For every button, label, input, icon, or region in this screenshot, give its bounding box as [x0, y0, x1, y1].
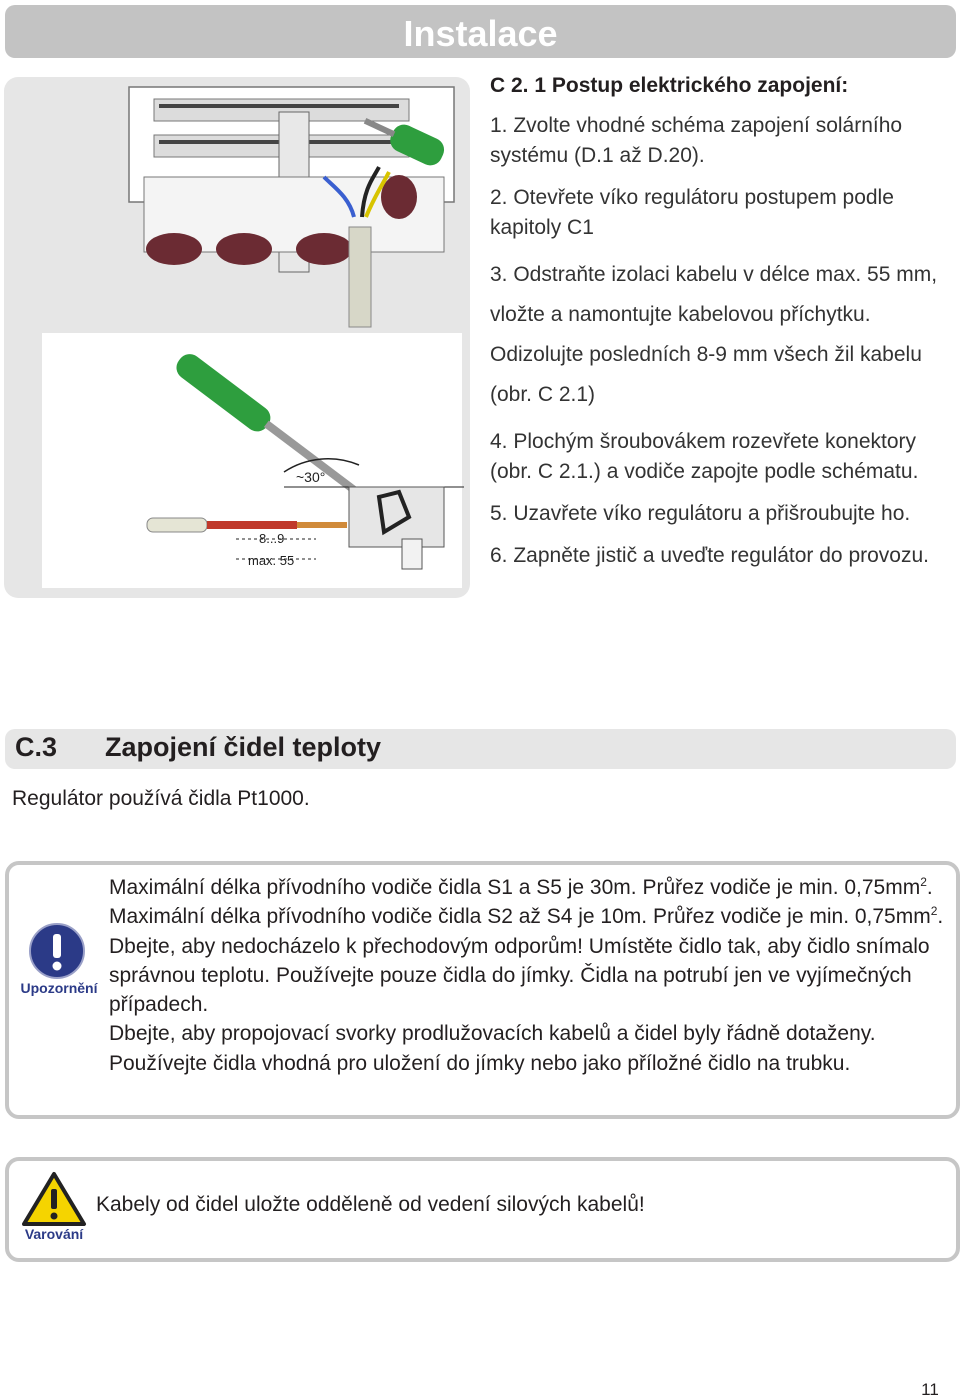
installation-steps: [490, 71, 955, 571]
notice-box: [5, 861, 960, 1119]
header-bar: [5, 5, 956, 58]
page-number: 11: [921, 1380, 939, 1399]
notice-text: [109, 873, 955, 1078]
notice-text-part-2: . Maximální délka přívodního vodiče čidla S2 až S4 je 10m. Průřez vodiče je min. 0,75mm: [109, 876, 933, 929]
step-2: 2. Otevřete víko regulátoru postupem podle kapitoly C1: [490, 186, 894, 239]
section-number-c3: C.3: [15, 732, 58, 762]
figure-c21: [4, 77, 470, 598]
connector-illustration: [4, 77, 470, 598]
steps-title: C 2. 1 Postup elektrického zapojení:: [490, 74, 849, 97]
step-3: 3. Odstraňte izolaci kabelu v délce max. 55 mm, vložte a namontujte kabelovou příchytku. Odizolujte posledních 8-9 mm všech žil kabelu (obr. C 2.1): [490, 263, 938, 406]
max-length-label: max. 55: [248, 553, 295, 568]
warning-box: [5, 1157, 960, 1262]
step-6: 6. Zapněte jistič a uveďte regulátor do provozu.: [490, 544, 929, 567]
step-5: 5. Uzavřete víko regulátoru a přišroubujte ho.: [490, 502, 911, 525]
warning-triangle-icon: [21, 1171, 87, 1232]
section-header-c3: [5, 729, 956, 769]
notice-text-part-3: . Dbejte, aby nedocházelo k přechodovým odporům! Umístěte čidlo tak, aby čidlo snímalo správnou teplotu. Používejte pouze čidla do jímky. Čidla na potrubí jen ve vyjímečných případech.: [109, 905, 944, 1017]
superscript-1: 2: [920, 875, 927, 889]
notice-label: Upozornění: [20, 980, 98, 996]
step-1: 1. Zvolte vhodné schéma zapojení solárního systému (D.1 až D.20).: [490, 114, 903, 167]
superscript-2: 2: [930, 904, 938, 919]
notice-paragraph-2: Dbejte, aby propojovací svorky prodlužovacích kabelů a čidel byly řádně dotaženy. Používejte čidla vhodná pro uložení do jímky nebo jako příložné čidlo na trubku.: [109, 1022, 876, 1075]
section-intro-c3: Regulátor používá čidla Pt1000.: [12, 787, 310, 810]
warning-label: Varování: [24, 1226, 84, 1242]
exclamation-icon: [28, 922, 86, 985]
step-4: 4. Plochým šroubovákem rozevřete konektory (obr. C 2.1.) a vodiče zapojte podle schématu.: [490, 430, 919, 483]
section-title-c3: Zapojení čidel teploty: [105, 732, 382, 762]
angle-label: ~30°: [296, 469, 326, 485]
page-title: Instalace: [403, 13, 558, 54]
notice-paragraph-1: [109, 873, 955, 1019]
notice-text-part-1: Maximální délka přívodního vodiče čidla S1 a S5 je 30m. Průřez vodiče je min. 0,75mm: [109, 876, 921, 899]
warning-text: Kabely od čidel uložte odděleně od vedení silových kabelů!: [96, 1193, 645, 1216]
strip-length-label: 8...9: [259, 531, 285, 546]
